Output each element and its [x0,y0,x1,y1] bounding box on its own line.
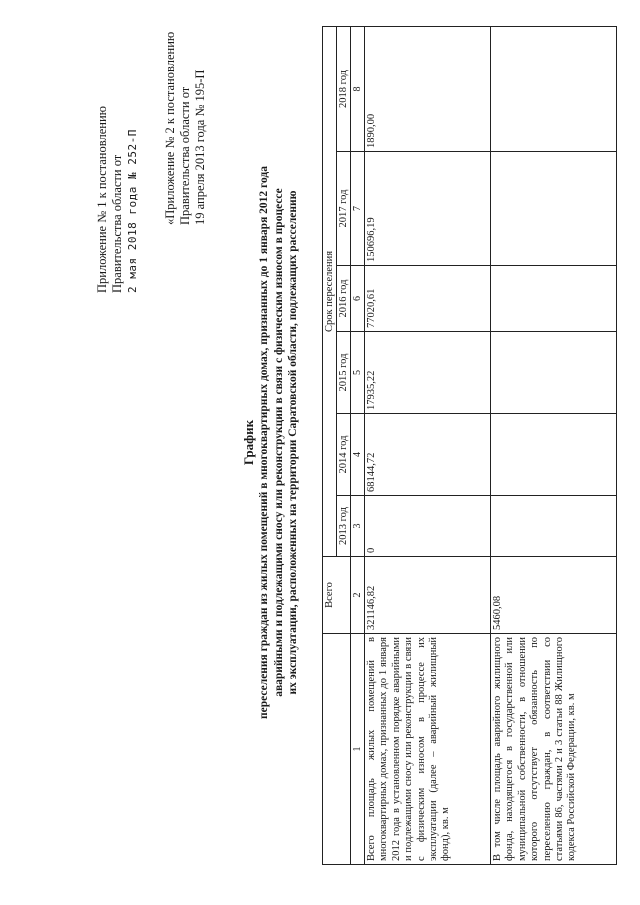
column-number: 6 [351,266,365,332]
table-row [491,26,617,864]
document-heading [240,40,301,845]
row-value: 1890,00 [365,26,491,151]
appendix-note-original [163,32,208,225]
document-subtitle-line: переселения граждан из жилых помещений в многоквартирных домах, признанных до 1 января 2012 года [258,166,270,719]
row-value [491,152,617,266]
column-number: 7 [351,152,365,266]
header-cell-year: 2013 год [337,496,351,557]
column-number: 8 [351,26,365,151]
column-number: 4 [351,414,365,496]
document-subtitle-line: аварийными и подлежащими сносу или реконструкции в связи с физическим износом в процессе [272,188,285,697]
appendix-note-date: 2 мая 2018 года № 252-П [126,129,139,293]
resettlement-schedule-table [322,26,617,865]
header-cell-period: Срок переселения [323,26,337,556]
table-header-row [323,26,337,864]
appendix-note-current [95,106,140,293]
header-cell-label [323,634,351,865]
appendix-note-line: Правительства области от [178,86,192,225]
row-value [491,414,617,496]
row-value: 68144,72 [365,414,491,496]
column-number: 2 [351,557,365,634]
header-cell-total: Всего [323,557,351,634]
appendix-note-line: 19 апреля 2013 года № 195-П [193,69,207,225]
column-number: 1 [351,634,365,865]
column-number: 3 [351,496,365,557]
row-value: 77020,61 [365,266,491,332]
header-cell-year: 2014 год [337,414,351,496]
column-number-row [351,26,365,864]
row-value [491,266,617,332]
appendix-note-line: Правительства области от [110,154,124,293]
header-cell-year: 2017 год [337,152,351,266]
header-cell-year: 2016 год [337,266,351,332]
row-value [491,332,617,414]
row-total: 321146,82 [365,557,491,634]
appendix-note-line: «Приложение № 2 к постановлению [163,31,177,225]
document-subtitle-line: их эксплуатации, расположенных на территории Саратовской области, подлежащих расселению [287,190,299,695]
appendix-note-line: Приложение № 1 к постановлению [95,106,109,293]
table-row [365,26,491,864]
row-value: 150696,19 [365,152,491,266]
document-title: График [241,419,256,466]
row-label: В том числе площадь аварийного жилищного фонда, находящегося в государственной или муниципальной собственности, в отношении которого отсутствует обязанность по переселению граждан, в соответствии со статьями 86, частями 2 и 3 статьи 88 Жилищного кодекса Российской Федерации, кв. м [491,634,617,865]
header-cell-year: 2018 год [337,26,351,151]
row-value [491,26,617,151]
row-value: 17935,22 [365,332,491,414]
row-label: Всего площадь жилых помещений в многоквартирных домах, признанных до 1 января 2012 года в установленном порядке аварийными и подлежащими сносу или реконструкции в связи с физическим износом в процессе их эксплуатации (далее – аварийный жилищный фонд), кв. м [365,634,491,865]
row-value [491,496,617,557]
row-value: 0 [365,496,491,557]
row-total: 5460,08 [491,557,617,634]
header-cell-year: 2015 год [337,332,351,414]
column-number: 5 [351,332,365,414]
